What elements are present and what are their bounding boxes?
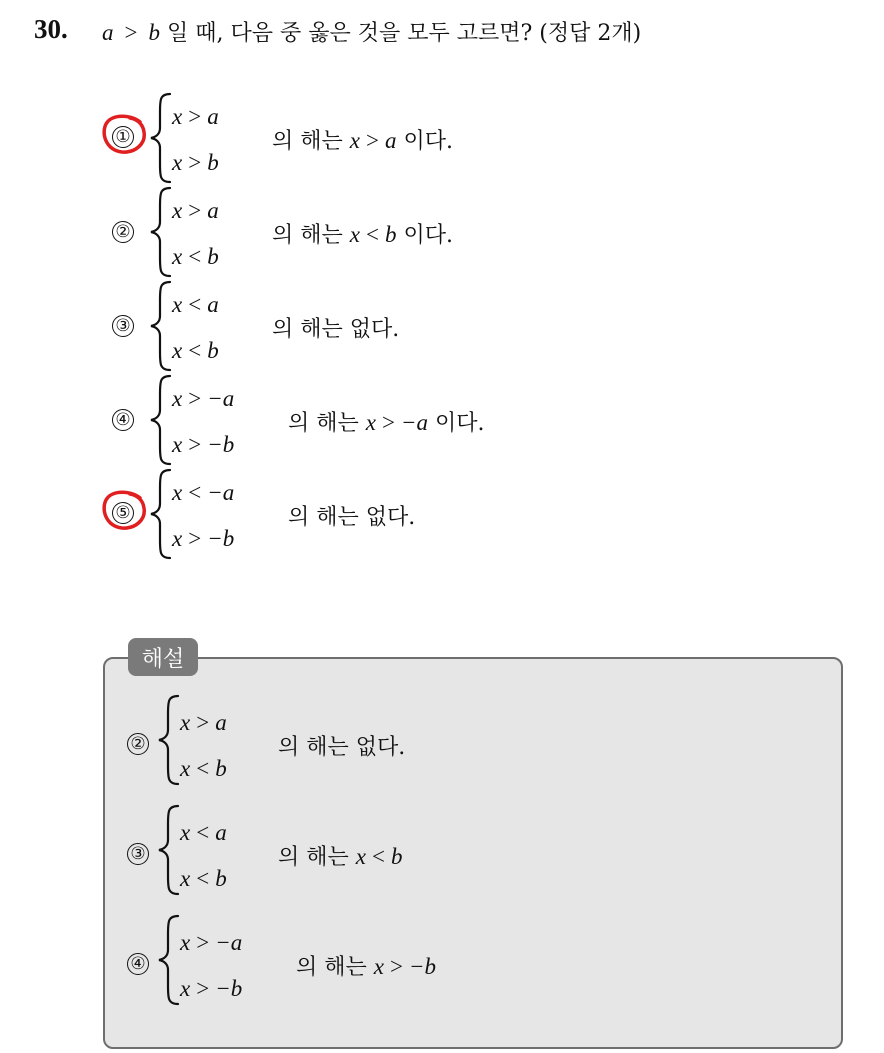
cond-a: a [102, 20, 114, 45]
item-number: ④ [127, 953, 149, 975]
system-line-1: x < −a [172, 480, 235, 505]
system-line-1: x < a [172, 292, 219, 317]
item-result: 의 해는 없다. [278, 735, 406, 760]
option-result: 의 해는 없다. [272, 317, 400, 342]
system-line-1: x < a [180, 820, 227, 845]
item-number: ② [127, 733, 149, 755]
system-line-1: x > a [172, 198, 219, 223]
answer-mark-1 [104, 116, 144, 152]
option-number: ① [112, 126, 134, 148]
system-line-2: x < b [180, 756, 227, 781]
system-line-1: x > a [172, 104, 219, 129]
brace-4 [151, 376, 170, 464]
system-line-2: x < b [180, 866, 227, 891]
system-line-2: x > b [172, 150, 219, 175]
brace-exp-2 [159, 696, 178, 784]
system-line-2: x > −b [180, 976, 243, 1001]
option-result: 의 해는 x > −a 이다. [288, 410, 485, 436]
question-number: 30. [34, 14, 68, 44]
brace-2 [151, 188, 170, 276]
option-number: ③ [112, 315, 134, 337]
cond-op: > [124, 20, 138, 45]
brace-1 [151, 94, 170, 182]
option-number: ② [112, 221, 134, 243]
brace-exp-3 [159, 806, 178, 894]
system-line-2: x < b [172, 244, 219, 269]
system-line-1: x > −a [180, 930, 243, 955]
system-line-2: x > −b [172, 432, 235, 457]
explanation-tab: 해설 [128, 638, 198, 676]
explanation-braces [0, 690, 884, 1030]
option-result: 의 해는 x < b 이다. [272, 222, 453, 248]
system-line-2: x > −b [172, 526, 235, 551]
brace-exp-4 [159, 916, 178, 1004]
system-line-2: x < b [172, 338, 219, 363]
brace-5 [151, 470, 170, 558]
item-number: ③ [127, 843, 149, 865]
question-prompt: 일 때, 다음 중 옳은 것을 모두 고르면? (정답 2개) [166, 21, 642, 46]
item-result: 의 해는 x > −b [296, 954, 436, 980]
option-result: 의 해는 없다. [288, 505, 416, 530]
option-number: ⑤ [112, 502, 134, 524]
brace-3 [151, 282, 170, 370]
item-result: 의 해는 x < b [278, 844, 403, 870]
option-number: ④ [112, 409, 134, 431]
system-line-1: x > −a [172, 386, 235, 411]
answer-mark-5 [104, 492, 144, 528]
cond-b: b [148, 20, 160, 45]
system-line-1: x > a [180, 710, 227, 735]
option-result: 의 해는 x > a 이다. [272, 128, 453, 154]
